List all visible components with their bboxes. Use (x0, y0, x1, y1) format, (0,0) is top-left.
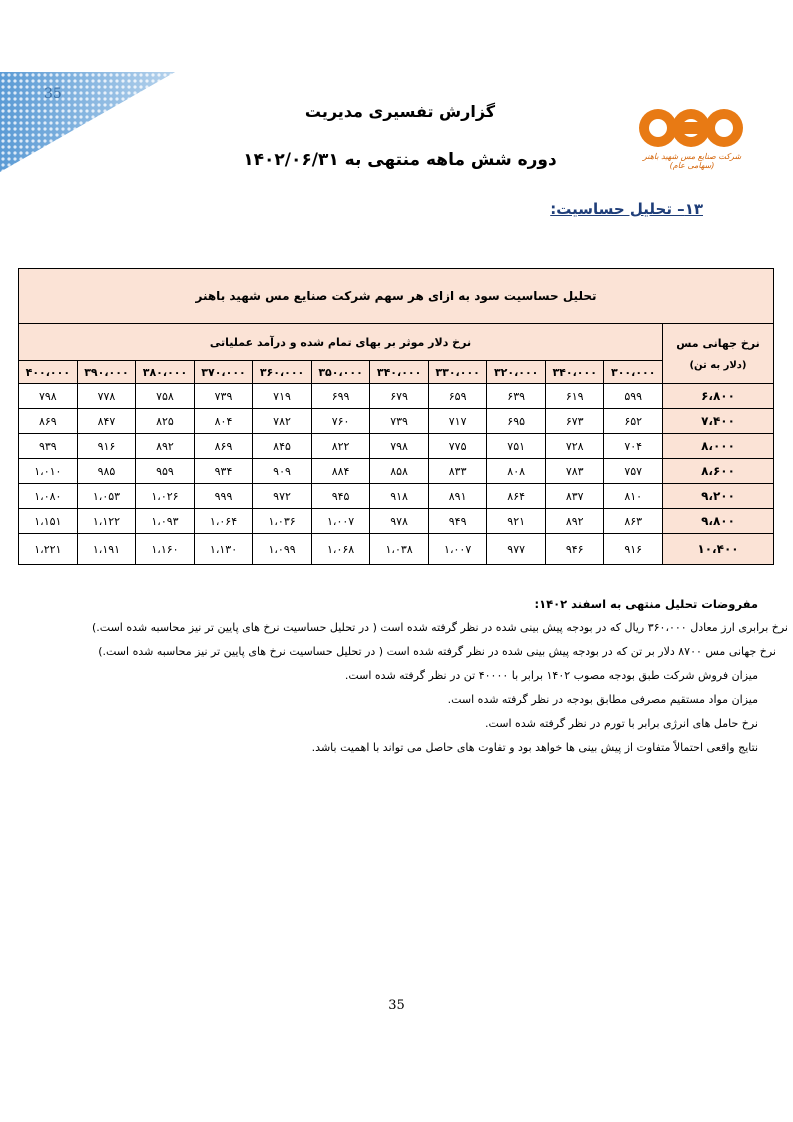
table-cell: ۷۹۸ (19, 384, 78, 409)
assumption-item: نتایج واقعی احتمالاً متفاوت از پیش بینی ها خواهد بود و تفاوت های حاصل می تواند با اهمیت باشد. (311, 741, 758, 754)
table-cell: ۶۹۵ (487, 409, 546, 434)
table-cell: ۷۶۰ (311, 409, 370, 434)
table-cell: ۶۵۲ (604, 409, 663, 434)
row-label: ۷،۴۰۰ (663, 409, 774, 434)
table-cell: ۸۲۵ (136, 409, 195, 434)
table-cell: ۹۲۱ (487, 509, 546, 534)
assumptions-title: مفروضات تحلیل منتهی به اسفند ۱۴۰۲: (534, 597, 758, 611)
table-row (19, 459, 774, 484)
column-header: ۳۴۰،۰۰۰ (545, 361, 604, 384)
table-cell: ۷۱۹ (253, 384, 312, 409)
column-header: ۳۶۰،۰۰۰ (253, 361, 312, 384)
assumption-item: نرخ جهانی مس ۸۷۰۰ دلار بر تن که در بودجه پیش بینی شده در نظر گرفته شده است ( در تحلیل حساسیت نرخ های پایین تر نیز محاسبه شده است.) (98, 645, 776, 658)
table-cell: ۹۴۶ (545, 534, 604, 565)
table-cell: ۸۴۵ (253, 434, 312, 459)
table-cell: ۷۸۲ (253, 409, 312, 434)
table-cell: ۱،۱۲۲ (77, 509, 136, 534)
table-cell: ۱،۱۵۱ (19, 509, 78, 534)
table-cell: ۱،۱۶۰ (136, 534, 195, 565)
table-cell: ۷۷۵ (428, 434, 487, 459)
table-cell: ۱،۰۶۸ (311, 534, 370, 565)
table-cell: ۸۳۷ (545, 484, 604, 509)
assumption-item: میزان مواد مستقیم مصرفی مطابق بودجه در نظر گرفته شده است. (447, 693, 758, 706)
table-cell: ۸۰۸ (487, 459, 546, 484)
table-cell: ۹۹۹ (194, 484, 253, 509)
table-cell: ۷۲۸ (545, 434, 604, 459)
assumption-item: نرخ حامل های انرژی برابر با تورم در نظر گرفته شده است. (484, 717, 758, 730)
table-cell: ۱،۲۲۱ (19, 534, 78, 565)
header-page-number: 35 (44, 86, 62, 102)
table-cell: ۷۵۱ (487, 434, 546, 459)
row-header-cell (663, 324, 774, 384)
table-cell: ۸۲۲ (311, 434, 370, 459)
section-title: ۱۳– تحلیل حساسیت: (550, 200, 703, 218)
table-cell: ۸۹۲ (545, 509, 604, 534)
column-header: ۴۰۰،۰۰۰ (19, 361, 78, 384)
row-label: ۶،۸۰۰ (663, 384, 774, 409)
table-caption: تحلیل حساسیت سود به ازای هر سهم شرکت صنایع مس شهید باهنر (19, 269, 774, 324)
table-cell: ۸۹۲ (136, 434, 195, 459)
table-cell: ۶۱۹ (545, 384, 604, 409)
column-header: ۳۲۰،۰۰۰ (487, 361, 546, 384)
row-label: ۹،۸۰۰ (663, 509, 774, 534)
row-label: ۱۰،۴۰۰ (663, 534, 774, 565)
column-header: ۳۳۰،۰۰۰ (428, 361, 487, 384)
table-cell: ۸۶۳ (604, 509, 663, 534)
table-cell: ۹۷۲ (253, 484, 312, 509)
table-cell: ۸۶۹ (194, 434, 253, 459)
table-cell: ۹۵۹ (136, 459, 195, 484)
table-cell: ۷۰۴ (604, 434, 663, 459)
row-label: ۸،۶۰۰ (663, 459, 774, 484)
row-header-title: نرخ جهانی مس (676, 336, 760, 350)
table-cell: ۱،۰۲۶ (136, 484, 195, 509)
table-cell: ۹۴۹ (428, 509, 487, 534)
report-period: دوره شش ماهه منتهی به ۱۴۰۲/۰۶/۳۱ (243, 150, 557, 170)
table-cell: ۶۹۹ (311, 384, 370, 409)
table-cell: ۱،۰۹۳ (136, 509, 195, 534)
column-header: ۳۴۰،۰۰۰ (370, 361, 429, 384)
table-cell: ۱،۱۳۰ (194, 534, 253, 565)
report-title: گزارش تفسیری مدیریت (304, 102, 496, 121)
logo-caption: شرکت صنایع مس شهید باهنر (سهامی عام) (642, 152, 742, 170)
column-header: ۳۷۰،۰۰۰ (194, 361, 253, 384)
table-cell: ۹۷۸ (370, 509, 429, 534)
column-header: ۳۹۰،۰۰۰ (77, 361, 136, 384)
table-cell: ۶۷۳ (545, 409, 604, 434)
table-cell: ۱،۰۸۰ (19, 484, 78, 509)
table-cell: ۸۶۹ (19, 409, 78, 434)
column-header: ۳۰۰،۰۰۰ (604, 361, 663, 384)
corner-pattern (0, 72, 175, 172)
table-cell: ۱،۰۳۸ (370, 534, 429, 565)
row-label: ۸،۰۰۰ (663, 434, 774, 459)
assumption-item: نرخ برابری ارز معادل ۳۶۰،۰۰۰ ریال که در بودجه پیش بینی شده در نظر گرفته شده است ( در تحلیل حساسیت نرخ های پایین تر نیز محاسبه شده است.) (92, 621, 788, 634)
row-label: ۹،۲۰۰ (663, 484, 774, 509)
table-cell: ۷۱۷ (428, 409, 487, 434)
table-cell: ۷۷۸ (77, 384, 136, 409)
row-header-unit: (دلار به تن) (689, 359, 747, 371)
table-row (19, 384, 774, 409)
assumptions (18, 592, 788, 760)
table-cell: ۱،۰۱۰ (19, 459, 78, 484)
sensitivity-table (18, 268, 774, 565)
table-cell: ۱،۰۰۷ (428, 534, 487, 565)
table-cell: ۱،۰۵۳ (77, 484, 136, 509)
table-row (19, 484, 774, 509)
table-cell: ۶۵۹ (428, 384, 487, 409)
table-cell: ۸۶۴ (487, 484, 546, 509)
table-row (19, 434, 774, 459)
table-cell: ۷۹۸ (370, 434, 429, 459)
table-cell: ۹۱۸ (370, 484, 429, 509)
table-cell: ۸۳۳ (428, 459, 487, 484)
table-cell: ۸۰۴ (194, 409, 253, 434)
column-header: ۳۵۰،۰۰۰ (311, 361, 370, 384)
table-cell: ۶۳۹ (487, 384, 546, 409)
table-cell: ۸۸۴ (311, 459, 370, 484)
table-body (19, 384, 774, 565)
table-cell: ۷۵۷ (604, 459, 663, 484)
table-cell: ۸۹۱ (428, 484, 487, 509)
table-row (19, 509, 774, 534)
table-cell: ۱،۰۶۴ (194, 509, 253, 534)
table-cell: ۹۸۵ (77, 459, 136, 484)
table-cell: ۶۷۹ (370, 384, 429, 409)
table-cell: ۹۱۶ (77, 434, 136, 459)
table-cell: ۵۹۹ (604, 384, 663, 409)
column-header: ۳۸۰،۰۰۰ (136, 361, 195, 384)
table-cell: ۹۰۹ (253, 459, 312, 484)
table-cell: ۷۳۹ (370, 409, 429, 434)
table-cell: ۷۵۸ (136, 384, 195, 409)
table-cell: ۹۷۷ (487, 534, 546, 565)
table-cell: ۱،۰۳۶ (253, 509, 312, 534)
table-cell: ۱،۰۰۷ (311, 509, 370, 534)
table-cell: ۹۳۴ (194, 459, 253, 484)
assumption-item: میزان فروش شرکت طبق بودجه مصوب ۱۴۰۲ برابر با ۴۰۰۰۰ تن در نظر گرفته شده است. (344, 669, 758, 682)
table-cell: ۷۸۳ (545, 459, 604, 484)
table-cell: ۷۳۹ (194, 384, 253, 409)
table-cell: ۹۱۶ (604, 534, 663, 565)
table-row (19, 409, 774, 434)
column-header-row (19, 361, 774, 384)
column-band-title: نرخ دلار موثر بر بهای تمام شده و درآمد عملیاتی (19, 324, 663, 361)
table-cell: ۱،۰۹۹ (253, 534, 312, 565)
table-cell: ۹۳۹ (19, 434, 78, 459)
table-cell: ۸۴۷ (77, 409, 136, 434)
table-cell: ۹۴۵ (311, 484, 370, 509)
table-cell: ۱،۱۹۱ (77, 534, 136, 565)
table-cell: ۸۵۸ (370, 459, 429, 484)
footer-page-number: 35 (388, 998, 405, 1013)
table-row (19, 534, 774, 565)
table-cell: ۸۱۰ (604, 484, 663, 509)
